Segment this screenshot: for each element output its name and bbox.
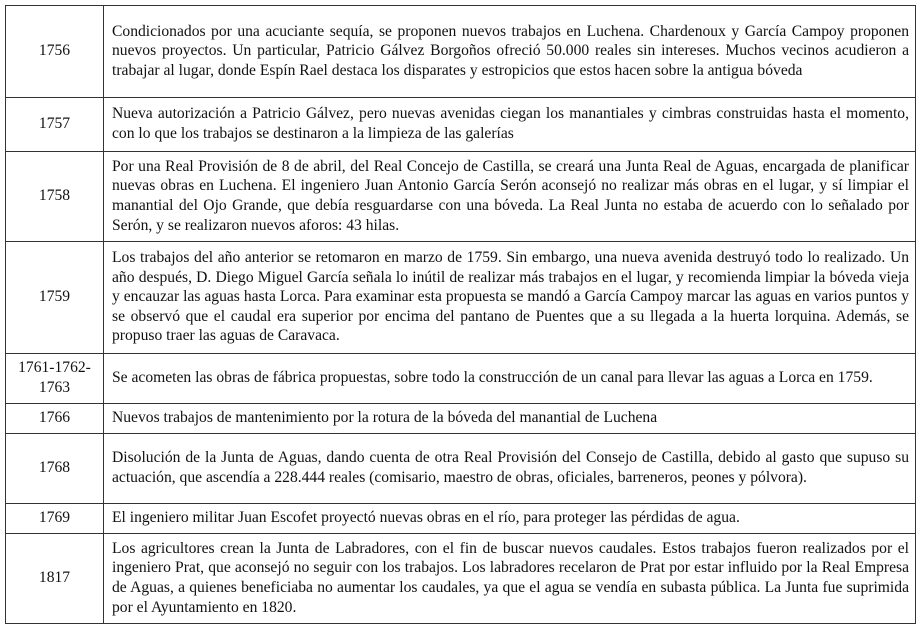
description-cell: El ingeniero militar Juan Escofet proyectó nuevas obras en el río, para proteger las pérdidas de agua. [104, 504, 916, 534]
year-cell: 1766 [6, 404, 104, 434]
description-cell: Los agricultores crean la Junta de Labradores, con el fin de buscar nuevos caudales. Estos trabajos fueron realizados por el ingeniero Prat, que aconsejó no seguir con los trabajos. Los labradores recelaron de Prat por estar influido por la Real Empresa de Aguas, a quienes beneficiaba no aumentar los caudales, ya que el agua se vendía en subasta pública. La Junta fue suprimida por el Ayuntamiento en 1820. [104, 534, 916, 624]
year-cell: 1757 [6, 98, 104, 152]
description-cell: Los trabajos del año anterior se retomaron en marzo de 1759. Sin embargo, una nueva avenida destruyó todo lo realizado. Un año después, D. Diego Miguel García señala lo inútil de realizar más trabajos en el lugar, y recomienda limpiar la bóveda vieja y encauzar las aguas hasta Lorca. Para examinar esta propuesta se mandó a García Campoy marcar las aguas en varios puntos y se observó que el caudal era superior por encima del pantano de Puentes que a su llegada a la huerta lorquina. Además, se propuso traer las aguas de Caravaca. [104, 242, 916, 354]
description-cell: Se acometen las obras de fábrica propuestas, sobre todo la construcción de un canal para llevar las aguas a Lorca en 1759. [104, 354, 916, 404]
table-row [6, 98, 916, 152]
table-row [6, 354, 916, 404]
year-cell: 1768 [6, 434, 104, 504]
table-row [6, 242, 916, 354]
timeline-table [5, 5, 916, 624]
description-cell: Nuevos trabajos de mantenimiento por la rotura de la bóveda del manantial de Luchena [104, 404, 916, 434]
year-cell: 1761-1762-1763 [6, 354, 104, 404]
table-row [6, 534, 916, 624]
table-row [6, 404, 916, 434]
year-cell: 1759 [6, 242, 104, 354]
table-row [6, 434, 916, 504]
table-row [6, 6, 916, 98]
year-cell: 1769 [6, 504, 104, 534]
year-cell: 1756 [6, 6, 104, 98]
year-cell: 1758 [6, 152, 104, 242]
description-cell: Nueva autorización a Patricio Gálvez, pero nuevas avenidas ciegan los manantiales y cimbras construidas hasta el momento, con lo que los trabajos se destinaron a la limpieza de las galerías [104, 98, 916, 152]
table-row [6, 152, 916, 242]
year-cell: 1817 [6, 534, 104, 624]
description-cell: Por una Real Provisión de 8 de abril, del Real Concejo de Castilla, se creará una Junta Real de Aguas, encargada de planificar nuevas obras en Luchena. El ingeniero Juan Antonio García Serón aconsejó no realizar más obras en el lugar, y sí limpiar el manantial del Ojo Grande, que debía resguardarse con una bóveda. La Real Junta no estaba de acuerdo con lo señalado por Serón, y se realizaron nuevos aforos: 43 hilas. [104, 152, 916, 242]
description-cell: Disolución de la Junta de Aguas, dando cuenta de otra Real Provisión del Consejo de Castilla, debido al gasto que supuso su actuación, que ascendía a 228.444 reales (comisario, maestro de obras, oficiales, barreneros, peones y pólvora). [104, 434, 916, 504]
table-row [6, 504, 916, 534]
description-cell: Condicionados por una acuciante sequía, se proponen nuevos trabajos en Luchena. Chardenoux y García Campoy proponen nuevos proyectos. Un particular, Patricio Gálvez Borgoños ofreció 50.000 reales sin intereses. Muchos vecinos acudieron a trabajar al lugar, donde Espín Rael destaca los disparates y estropicios que estos hacen sobre la antigua bóveda [104, 6, 916, 98]
